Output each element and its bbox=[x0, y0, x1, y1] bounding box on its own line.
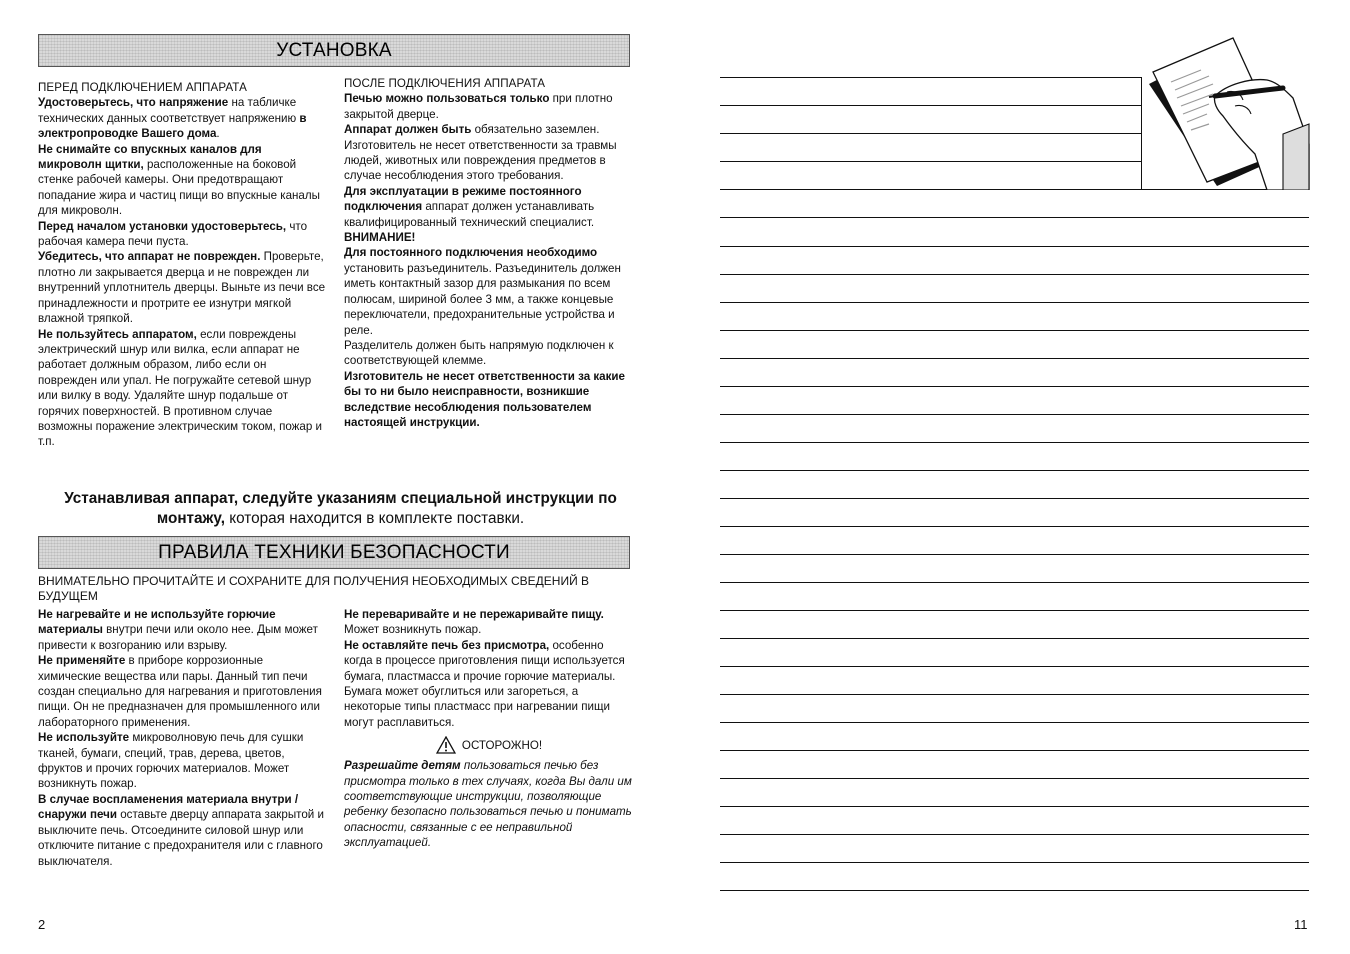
safety-right-column bbox=[344, 607, 634, 851]
note-line bbox=[720, 330, 1309, 331]
note-line bbox=[720, 274, 1309, 275]
safety-left-column bbox=[38, 607, 326, 869]
install-right-subheading: ПОСЛЕ ПОДКЛЮЧЕНИЯ АППАРАТА bbox=[344, 77, 546, 90]
caution-label: ОСТОРОЖНО! bbox=[461, 738, 543, 752]
safety-title: ПРАВИЛА ТЕХНИКИ БЕЗОПАСНОСТИ bbox=[158, 542, 510, 563]
note-line bbox=[720, 386, 1309, 387]
install-right-p5: Разделитель должен быть напрямую подключен к соответствующей клемме. bbox=[344, 338, 614, 368]
note-line bbox=[720, 554, 1309, 555]
note-line bbox=[720, 133, 1141, 134]
install-left-p3: Перед началом установки удостоверьтесь, что рабочая камера печи пуста. bbox=[38, 219, 308, 249]
note-line bbox=[720, 161, 1141, 162]
install-right-p6: Изготовитель не несет ответственности за какие бы то ни было неисправности, возникшие вследствие несоблюдения пользователем настоящей инструкции. bbox=[344, 369, 626, 429]
note-line bbox=[720, 890, 1309, 891]
note-line bbox=[720, 610, 1309, 611]
safety-intro: ВНИМАТЕЛЬНО ПРОЧИТАЙТЕ И СОХРАНИТЕ ДЛЯ ПОЛУЧЕНИЯ НЕОБХОДИМЫХ СВЕДЕНИЙ В БУДУЩЕМ bbox=[38, 574, 590, 604]
note-line bbox=[720, 694, 1309, 695]
install-left-p5: Не пользуйтесь аппаратом, если повреждены электрический шнур или вилка, если аппарат не работает должным образом, либо если он поврежден или упал. Не погружайте сетевой шнур или вилку в воду. Удаляйте шнур подальше от горячих поверхностей. В противном случае возможны поражение электрическим током, пожар и т.п. bbox=[38, 327, 323, 449]
install-left-p4: Убедитесь, что аппарат не поврежден. Проверьте, плотно ли закрывается дверца и не поврежден ли внутренний уплотнитель дверцы. Выньте из печи все принадлежности и протрите ее изнутри мягкой влажной тряпкой. bbox=[38, 250, 326, 326]
safety-left-p4: В случае воспламенения материала внутри / снаружи печи оставьте дверцу аппарата закрытой и выключите печь. Отсоедините силовой шнур или отключите питание с предохранителя или с главного выключателя. bbox=[38, 792, 324, 868]
safety-right-p3: Разрешайте детям пользоваться печью без присмотра только в тех случаях, когда Вы дали им соответствующие инструкции, позволяющие ребенку безопасно пользоваться печью и понимать опасности, связанные с ее неправильной эксплуатацией. bbox=[344, 759, 632, 850]
install-left-p2: Не снимайте со впускных каналов для микроволн щитки, расположенные на боковой стенке рабочей камеры. Они предотвращают попадание жира и частиц пищи во впускные каналы для микроволн. bbox=[38, 142, 320, 218]
safety-right-p2: Не оставляйте печь без присмотра, особенно когда в процессе приготовления пищи используется бумага, пластмасса и прочие горючие материалы. Бумага может обуглиться или загореться, а некоторые типы пластмасс при нагревании пищи могут расплавиться. bbox=[344, 638, 625, 729]
note-line bbox=[720, 638, 1309, 639]
note-line bbox=[720, 77, 1141, 78]
note-line bbox=[720, 217, 1309, 218]
note-line bbox=[720, 862, 1309, 863]
page-number-left: 2 bbox=[38, 917, 46, 932]
note-line bbox=[720, 722, 1309, 723]
note-line bbox=[720, 750, 1309, 751]
note-line bbox=[720, 105, 1141, 106]
writing-hand-illustration bbox=[1143, 34, 1311, 190]
note-line bbox=[720, 582, 1309, 583]
install-instruction-note: Устанавливая аппарат, следуйте указаниям специальной инструкции по монтажу, которая находится в комплекте поставки. bbox=[64, 490, 617, 527]
install-right-column bbox=[344, 76, 634, 430]
note-line bbox=[720, 806, 1309, 807]
note-line bbox=[720, 246, 1309, 247]
safety-left-p3: Не используйте микроволновую печь для сушки тканей, бумаги, специй, трав, дерева, цветов, фруктов и прочих горючих материалов. Может возникнуть пожар. bbox=[38, 731, 304, 791]
install-right-p3: Для эксплуатации в режиме постоянного подключения аппарат должен устанавливать квалифицированный технический специалист. bbox=[344, 184, 595, 229]
install-right-p4: Для постоянного подключения необходимо установить разъединитель. Разъединитель должен иметь контактный зазор для размыкания по всем полюсам, шириной более 3 мм, а также концевые переключатели, предохранительные устройства и реле. bbox=[344, 246, 621, 337]
note-line bbox=[720, 834, 1309, 835]
illustration-frame-divider bbox=[1141, 77, 1142, 189]
note-line bbox=[720, 470, 1309, 471]
warning-triangle-icon bbox=[436, 736, 456, 754]
install-right-p2: Аппарат должен быть обязательно заземлен. Изготовитель не несет ответственности за травмы людей, животных или повреждения предметов в случае несоблюдения этого требования. bbox=[344, 123, 617, 183]
note-line bbox=[720, 358, 1309, 359]
install-left-subheading: ПЕРЕД ПОДКЛЮЧЕНИЕМ АППАРАТА bbox=[38, 81, 247, 94]
installation-title: УСТАНОВКА bbox=[276, 40, 392, 61]
page-number-right: 11 bbox=[1294, 917, 1308, 932]
note-line bbox=[720, 778, 1309, 779]
safety-banner bbox=[38, 536, 630, 569]
note-line bbox=[720, 442, 1309, 443]
safety-left-p1: Не нагревайте и не используйте горючие материалы внутри печи или около нее. Дым может привести к возгоранию или взрыву. bbox=[38, 608, 318, 652]
caution-heading bbox=[344, 736, 634, 754]
safety-left-p2: Не применяйте в приборе коррозионные химические вещества или пары. Данный тип печи создан специально для нагревания и приготовления пищи. Он не предназначен для промышленного или лабораторного применения. bbox=[38, 654, 322, 729]
installation-banner bbox=[38, 34, 630, 67]
note-line bbox=[720, 666, 1309, 667]
note-line bbox=[720, 414, 1309, 415]
install-left-column bbox=[38, 80, 326, 450]
note-line bbox=[720, 498, 1309, 499]
install-attention-label: ВНИМАНИЕ! bbox=[344, 231, 416, 245]
note-line bbox=[720, 526, 1309, 527]
note-line bbox=[720, 302, 1309, 303]
install-right-p1: Печью можно пользоваться только при плотно закрытой дверце. bbox=[344, 92, 613, 121]
install-left-p1: Удостоверьтесь, что напряжение на табличке технических данных соответствует напряжению в электропроводке Вашего дома. bbox=[38, 96, 307, 141]
safety-right-p1: Не переваривайте и не пережаривайте пищу. Может возникнуть пожар. bbox=[344, 608, 604, 637]
